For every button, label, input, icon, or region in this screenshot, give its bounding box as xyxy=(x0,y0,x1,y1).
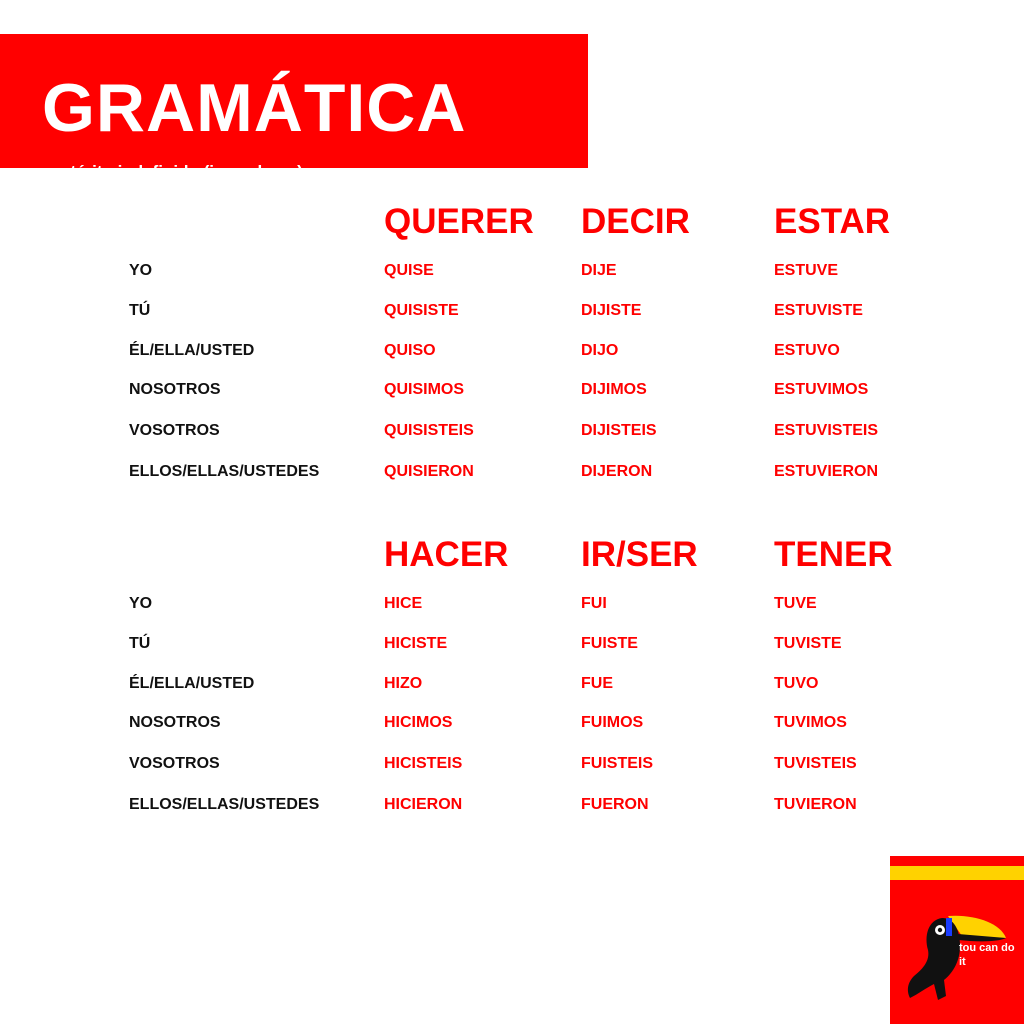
verb-form: DIJISTEIS xyxy=(581,422,657,439)
verb-form: HICISTEIS xyxy=(384,755,463,772)
verb-heading: DECIR xyxy=(581,202,690,241)
table-row xyxy=(0,672,1024,696)
verb-form: TUVE xyxy=(774,595,817,612)
verb-form: DIJERON xyxy=(581,463,653,480)
table-row xyxy=(0,793,1024,817)
logo-stripe xyxy=(890,866,1024,880)
table-row xyxy=(0,299,1024,323)
page-subtitle: pretérito indefinido (irregulares) xyxy=(44,162,303,181)
logo-text: tou can do it xyxy=(959,942,1015,968)
table-row xyxy=(0,632,1024,656)
page-title: GRAMÁTICA xyxy=(42,70,467,146)
verb-form: QUISO xyxy=(384,342,436,359)
verb-form: TUVIMOS xyxy=(774,714,847,731)
table-row xyxy=(0,460,1024,484)
verb-form: HICIERON xyxy=(384,796,463,813)
verb-form: QUISIERON xyxy=(384,463,474,480)
table-row xyxy=(0,592,1024,616)
verb-form: ESTUVISTE xyxy=(774,302,863,319)
verb-form: FUERON xyxy=(581,796,649,813)
pronoun-label: TÚ xyxy=(129,302,151,319)
table-row xyxy=(0,419,1024,443)
table-row xyxy=(0,711,1024,735)
verb-form: ESTUVE xyxy=(774,262,839,279)
pronoun-label: NOSOTROS xyxy=(129,714,221,731)
verb-form: HICIMOS xyxy=(384,714,453,731)
verb-heading: TENER xyxy=(774,535,893,574)
verb-form: HICE xyxy=(384,595,423,612)
pronoun-label: VOSOTROS xyxy=(129,755,220,772)
verb-form: DIJO xyxy=(581,342,619,359)
verb-form: HICISTE xyxy=(384,635,448,652)
verb-form: DIJISTE xyxy=(581,302,642,319)
verb-heading: QUERER xyxy=(384,202,534,241)
verb-form: ESTUVIERON xyxy=(774,463,879,480)
verb-form: ESTUVIMOS xyxy=(774,381,869,398)
verb-form: FUISTEIS xyxy=(581,755,654,772)
pronoun-label: ÉL/ELLA/USTED xyxy=(129,342,255,359)
verb-form: FUI xyxy=(581,595,607,612)
verb-form: ESTUVISTEIS xyxy=(774,422,879,439)
verb-form: DIJIMOS xyxy=(581,381,647,398)
verb-form: QUISE xyxy=(384,262,434,279)
pronoun-label: ELLOS/ELLAS/USTEDES xyxy=(129,463,320,480)
verb-form: ESTUVO xyxy=(774,342,840,359)
pronoun-label: YO xyxy=(129,262,153,279)
title-banner xyxy=(0,34,588,181)
verb-heading: HACER xyxy=(384,535,509,574)
verb-form: FUIMOS xyxy=(581,714,644,731)
verb-heading: ESTAR xyxy=(774,202,891,241)
verb-heading: IR/SER xyxy=(581,535,698,574)
verb-form: FUE xyxy=(581,675,613,692)
verb-form: TUVO xyxy=(774,675,819,692)
verb-form: QUISISTE xyxy=(384,302,459,319)
table-row xyxy=(0,752,1024,776)
verb-form: TUVIERON xyxy=(774,796,857,813)
brand-logo xyxy=(890,856,1024,1024)
verb-form: HIZO xyxy=(384,675,423,692)
table-row xyxy=(0,339,1024,363)
verb-form: TUVISTEIS xyxy=(774,755,857,772)
pronoun-label: ÉL/ELLA/USTED xyxy=(129,675,255,692)
verb-form: QUISIMOS xyxy=(384,381,465,398)
verb-form: DIJE xyxy=(581,262,617,279)
verb-form: FUISTE xyxy=(581,635,638,652)
pronoun-label: NOSOTROS xyxy=(129,381,221,398)
pronoun-label: VOSOTROS xyxy=(129,422,220,439)
verb-form: TUVISTE xyxy=(774,635,842,652)
pronoun-label: YO xyxy=(129,595,153,612)
pronoun-label: TÚ xyxy=(129,635,151,652)
table-row xyxy=(0,378,1024,402)
pronoun-label: ELLOS/ELLAS/USTEDES xyxy=(129,796,320,813)
table-row xyxy=(0,259,1024,283)
verb-form: QUISISTEIS xyxy=(384,422,474,439)
